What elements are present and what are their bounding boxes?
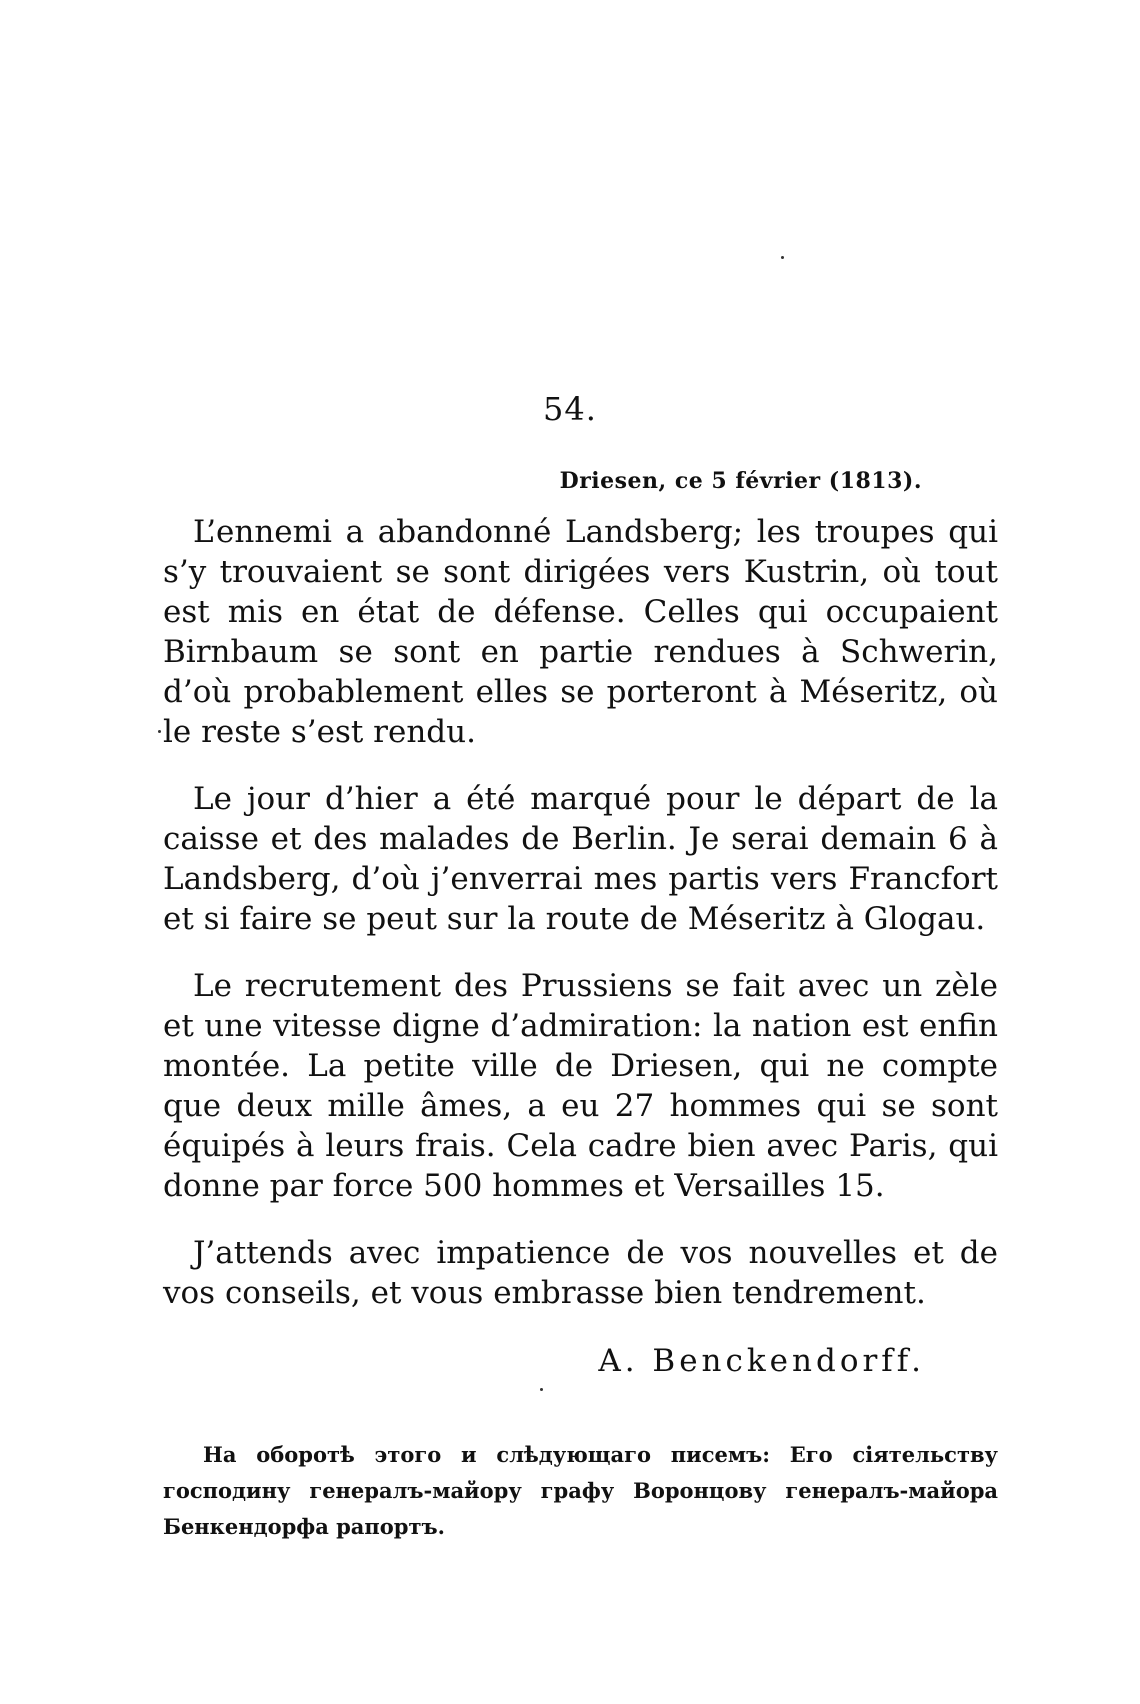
paragraph-1: L’ennemi a abandonné Landsberg; les troupes qui s’y trouvaient se sont dirigées vers Kustrin, où tout est mis en état de défense. Celles qui occupaient Birnbaum se sont en partie rendues à Schwerin, d’où probablement elles se porteront à Méseritz, où le reste s’est rendu. xyxy=(163,514,998,750)
speck-mark xyxy=(781,256,784,259)
dateline: Driesen, ce 5 février (1813). xyxy=(559,468,922,494)
letter-body xyxy=(163,512,998,1340)
footnote: На оборотѣ этого и слѣдующаго писемъ: Его сіятельству господину генералъ-майору графу Воронцову генералъ-майора Бенкендорфа рапортъ. xyxy=(163,1442,998,1539)
letter-number: 54. xyxy=(543,390,597,428)
speck-mark xyxy=(540,1388,543,1391)
paragraph-2: Le jour d’hier a été marqué pour le départ de la caisse et des malades de Berlin. Je serai demain 6 à Landsberg, d’où j’enverrai mes partis vers Francfort et si faire se peut sur la route de Méseritz à Glogau. xyxy=(163,781,998,937)
signature: A. Benckendorff. xyxy=(598,1343,925,1379)
paragraph-4: J’attends avec impatience de vos nouvelles et de vos conseils, et vous embrasse bien tendrement. xyxy=(163,1235,998,1311)
speck-mark xyxy=(158,730,161,733)
paragraph-3: Le recrutement des Prussiens se fait avec un zèle et une vitesse digne d’admiration: la nation est enfin montée. La petite ville de Driesen, qui ne compte que deux mille âmes, a eu 27 hommes qui se sont équipés à leurs frais. Cela cadre bien avec Paris, qui donne par force 500 hommes et Versailles 15. xyxy=(163,968,998,1204)
